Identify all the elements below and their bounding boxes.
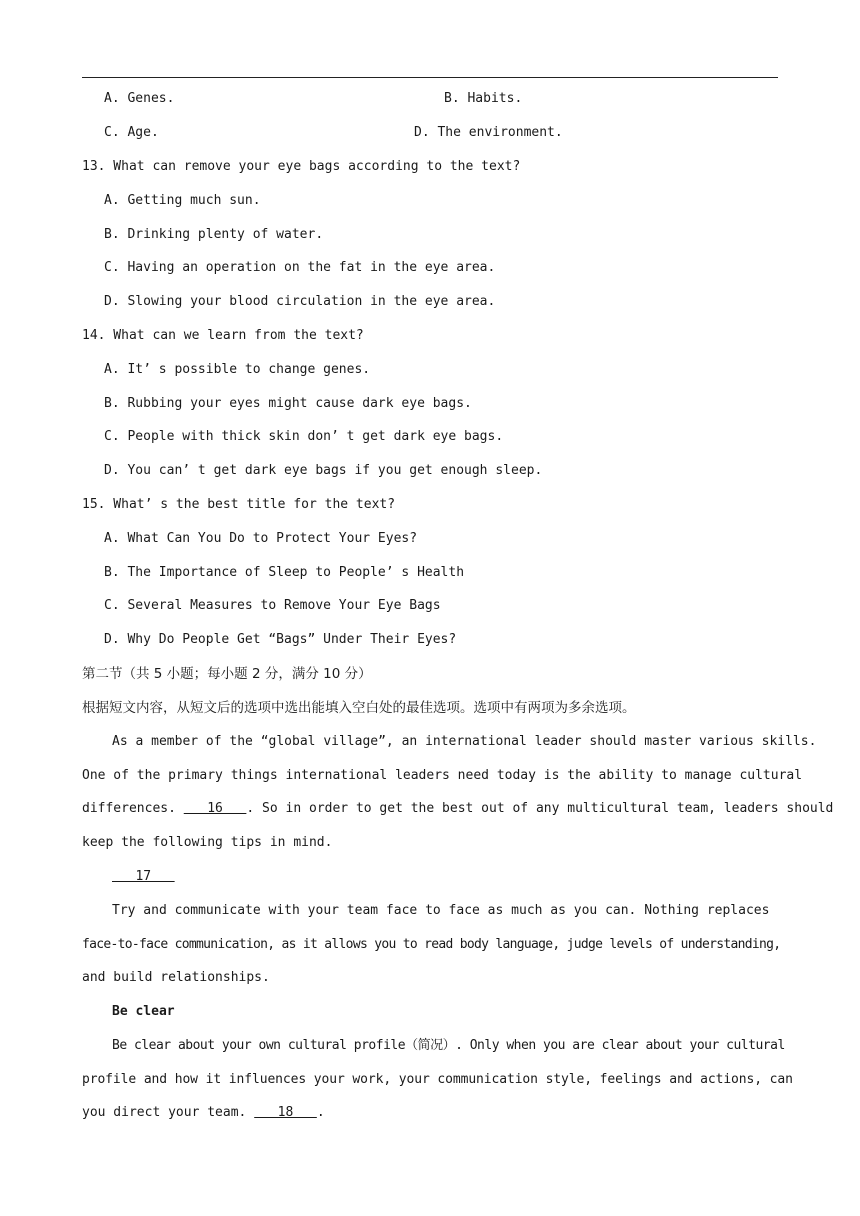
- passage-p1-line2: [82, 767, 803, 785]
- passage-p1-line3: [82, 800, 833, 818]
- q12-option-c: C. Age.: [104, 125, 159, 140]
- blank-18: 18: [254, 1105, 317, 1120]
- q13-option-c: C. Having an operation on the fat in the eye area.: [104, 260, 496, 275]
- passage-p2-line3: and build relationships.: [82, 970, 270, 985]
- passage-p3-line3: [82, 1104, 325, 1122]
- q12-option-a: A. Genes.: [104, 91, 175, 106]
- q14-option-b: B. Rubbing your eyes might cause dark eye bags.: [104, 396, 472, 411]
- q14-option-d: D. You can’ t get dark eye bags if you get enough sleep.: [104, 463, 543, 478]
- passage-p1-line4: keep the following tips in mind.: [82, 835, 333, 850]
- blank-16: 16: [183, 801, 247, 816]
- q15-option-b: B. The Importance of Sleep to People’ s Health: [104, 565, 465, 580]
- heading-be-clear: Be clear: [112, 1004, 175, 1019]
- q15-stem: 15. What’ s the best title for the text?: [82, 497, 396, 512]
- section-instruction: 根据短文内容，从短文后的选项中选出能填入空白处的最佳选项。选项中有两项为多余选项。: [82, 700, 636, 716]
- passage-p1-line3-post: . So in order to get the best out of any multicultural team, leaders should: [246, 801, 834, 816]
- header-rule: [82, 77, 778, 78]
- q15-option-c: C. Several Measures to Remove Your Eye Bags: [104, 598, 441, 613]
- passage-p2-line2: face-to-face communication, as it allows you to read body language, judge levels of understanding,: [82, 937, 781, 952]
- q13-option-b: B. Drinking plenty of water.: [104, 227, 324, 242]
- q12-option-b: B. Habits.: [444, 91, 523, 106]
- passage-p3-line3-post: .: [316, 1105, 325, 1120]
- q13-option-d: D. Slowing your blood circulation in the eye area.: [104, 294, 496, 309]
- section-heading: 第二节（共 5 小题；每小题 2 分，满分 10 分）: [82, 666, 372, 682]
- passage-p1-line1: As a member of the “global village”, an international leader should master various skills.: [112, 734, 817, 749]
- q13-stem: 13. What can remove your eye bags according to the text?: [82, 159, 521, 174]
- q14-stem: 14. What can we learn from the text?: [82, 328, 364, 343]
- passage-p3-line2: profile and how it influences your work, your communication style, feelings and actions, can: [82, 1072, 793, 1087]
- passage-p1-line3-pre: differences.: [82, 801, 176, 816]
- passage-p3-line3-pre: you direct your team.: [82, 1105, 247, 1120]
- blank-17: 17: [112, 869, 175, 884]
- passage-p2-line1: Try and communicate with your team face to face as much as you can. Nothing replaces: [112, 903, 770, 918]
- q15-option-a: A. What Can You Do to Protect Your Eyes?: [104, 531, 418, 546]
- q14-option-c: C. People with thick skin don’ t get dark eye bags.: [104, 429, 504, 444]
- q15-option-d: D. Why Do People Get “Bags” Under Their Eyes?: [104, 632, 457, 647]
- blank-17-line: [112, 868, 175, 886]
- q14-option-a: A. It’ s possible to change genes.: [104, 362, 371, 377]
- q13-option-a: A. Getting much sun.: [104, 193, 261, 208]
- passage-p1-line2-text: One of the primary things international leaders need today is the ability to manage cultural: [82, 768, 803, 783]
- q12-option-d: D. The environment.: [414, 125, 563, 140]
- passage-p3-line1: Be clear about your own cultural profile（简况）. Only when you are clear about your cultural: [112, 1038, 785, 1053]
